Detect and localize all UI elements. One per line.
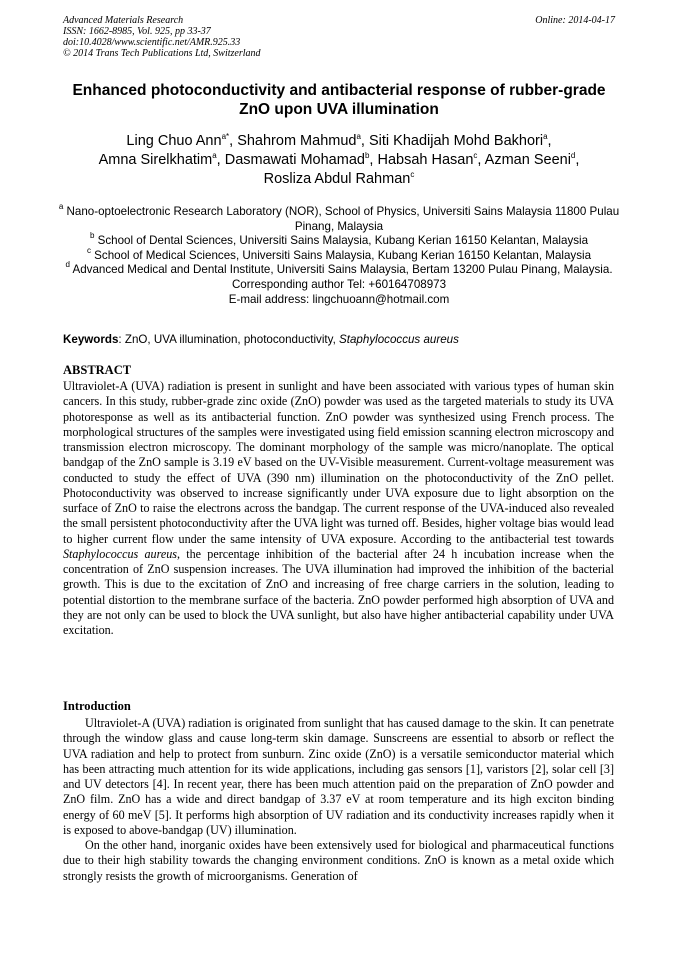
introduction-heading: Introduction (63, 699, 131, 713)
author: Ling Chuo Ann$^{a*}$ (126, 132, 230, 149)
journal-issn: ISSN: 1662-8985, Vol. 925, pp 33-37 (63, 26, 211, 37)
author: Dasmawati Mohamad$^b$ (224, 151, 370, 168)
journal-name: Advanced Materials Research (63, 15, 184, 26)
introduction-body (63, 716, 614, 884)
abstract-body: Ultraviolet-A (UVA) radiation is present in sunlight and have been associated with various types of human skin cancers. In this study, rubber-grade zinc oxide (ZnO) powder was used as the targeted materials to study its UVA photoresponse as well as its antibacterial function. ZnO powder was synthesized using French process. The morphological structures of the samples were investigated using field emission scanning electron microscopy and transmission electron microscopy. The dominant morphology of the sample was micro/nanoplate. The optical bandgap of the ZnO sample is 3.19 eV based on the UV-Visible measurement. Current-voltage measurement was conducted to study the effect of UVA (390 nm) illumination on the photoconductivity of the ZnO pellet. Photoconductivity was observed to increase significantly under UVA exposure due to light absorption on the surface of ZnO to raise the electrons across the bandgap. The current response of the UVA-induced also revealed the small persistent photoconductivity after the UVA light was turned off. Besides, higher voltage bias would lead to higher current flow under the same intensity of UVA exposure. According to the antibacterial test towards Staphylococcus aureus, the percentage inhibition of the bacterial after 24 h incubation increase when the concentration of ZnO suspension increases. The UVA illumination had improved the inhibition of the bacterial growth. This is due to the excitation of ZnO and increasing of free charge carriers in the solution, leading to potential distortion to the membrane surface of the bacteria. ZnO powder performed high absorption of UVA and they are not only can be used to block the UVA sunlight, but also have higher antibacterial capability under UVA excitation. (63, 379, 614, 637)
journal-doi: doi:10.4028/www.scientific.net/AMR.925.33 (63, 37, 241, 48)
author-list: Ling Chuo Ann$^{a*}$, Shahrom Mahmud$^a$, Siti Khadijah Mohd Bakhori$^a$, Amna Sirelkhatim$^a$, Dasmawati Mohamad$^b$, Habsah Hasan$^c$, Azman Seeni$^d$, Rosliza Abdul Rahman$^c$ (98, 132, 580, 187)
affiliation: $^d$ Advanced Medical and Dental Institute, Universiti Sains Malaysia, Bertam 13200 Pulau Pinang, Malaysia. (65, 260, 613, 277)
journal-header (63, 15, 423, 59)
corresponding-author: Corresponding author Tel: +60164708973 (231, 277, 447, 291)
affiliations (55, 202, 623, 307)
author: Shahrom Mahmud$^a$ (237, 132, 361, 149)
keywords: Keywords: ZnO, UVA illumination, photoconductivity, Staphylococcus aureus (63, 333, 459, 346)
author: Rosliza Abdul Rahman$^c$ (263, 170, 415, 187)
keywords-label: Keywords (63, 333, 119, 346)
author: Siti Khadijah Mohd Bakhori$^a$ (368, 132, 548, 149)
email-address: E-mail address: lingchuoann@hotmail.com (228, 292, 450, 306)
affiliation: $^b$ School of Dental Sciences, Universiti Sains Malaysia, Kubang Kerian 16150 Kelantan, Malaysia (89, 231, 589, 248)
paragraph: On the other hand, inorganic oxides have been extensively used for biological and pharmaceutical functions due to their high stability towards the changing environment conditions. ZnO is known as a metal oxide which strongly resists the growth of microorganisms. Generation of (63, 838, 614, 883)
affiliation: $^a$ Nano-optoelectronic Research Laboratory (NOR), School of Physics, Universiti Sains Malaysia 11800 Pulau Pinang, Malaysia (58, 202, 620, 233)
paper-title: Enhanced photoconductivity and antibacterial response of rubber-grade ZnO upon UVA illumination (72, 82, 606, 118)
abstract-heading: ABSTRACT (63, 363, 132, 377)
author: Azman Seeni$^d$ (484, 151, 576, 168)
online-date: Online: 2014-04-17 (535, 15, 615, 26)
journal-copyright: © 2014 Trans Tech Publications Ltd, Switzerland (63, 48, 261, 59)
author: Amna Sirelkhatim$^a$ (98, 151, 217, 168)
author: Habsah Hasan$^c$ (377, 151, 478, 168)
affiliation: $^c$ School of Medical Sciences, Universiti Sains Malaysia, Kubang Kerian 16150 Kelantan, Malaysia (86, 245, 592, 262)
paragraph: Ultraviolet-A (UVA) radiation is originated from sunlight that has caused damage to the skin. It can penetrate through the window glass and cause long-term skin damage. Sunscreens are essential to absorb or reflect the UVA radiation and help to protect from sunburn. Zinc oxide (ZnO) is a versatile semiconductor material which has been attracting much attention for its wide applications, including gas sensors [1], varistors [2], solar cell [3] and UV detectors [4]. In recent year, there has been much attention paid on the preparation of ZnO powder and ZnO film. ZnO has a wide and direct bandgap of 3.37 eV at room temperature and its high exciton binding energy of 60 meV [5]. It performs high absorption of UV radiation and its conductivity increases rapidly when it is exposed to above-bandgap (UV) illumination. (63, 716, 614, 837)
